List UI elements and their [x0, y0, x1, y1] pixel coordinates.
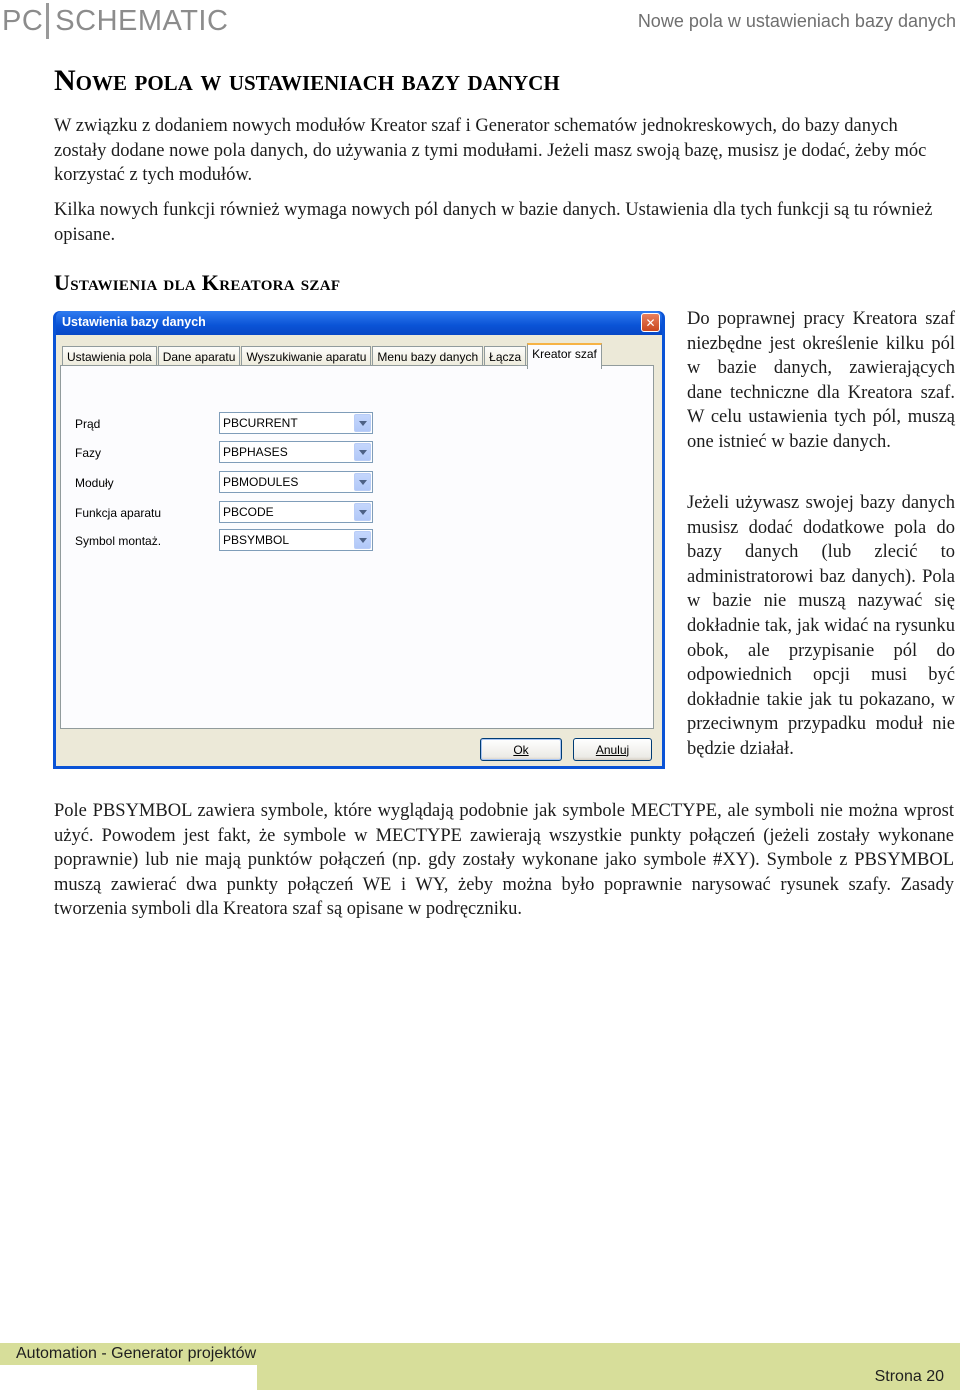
field-label-device-function: Funkcja aparatu: [75, 506, 162, 520]
field-label-current: Prąd: [75, 417, 101, 431]
combo-value: PBPHASES: [223, 445, 288, 459]
combo-value: PBMODULES: [223, 475, 299, 489]
page-number: Strona 20: [874, 1368, 944, 1385]
tab-database-menu[interactable]: Menu bazy danych: [372, 346, 483, 368]
side-paragraph-2: Jeżeli używasz swojej bazy danych musisz dodać dodatkowe pola do bazy danych (lub zlecić to administratorowi baz danych). Pola w bazie nie muszą nazywać się dokładnie tak, jak widać na rysunku obok, ale przypisanie pól do odpowiednich opcji musi być dokładnie takie jak tu pokazano, w przeciwnym przypadku moduł nie będzie działał.: [687, 493, 955, 759]
chevron-down-icon[interactable]: [354, 414, 371, 432]
logo-text-pc: PC: [2, 4, 44, 37]
field-label-modules: Moduły: [75, 476, 114, 490]
cancel-button-label: Anuluj: [595, 742, 630, 757]
field-label-phases: Fazy: [75, 446, 102, 460]
field-label-mount-symbol: Symbol montaż.: [75, 534, 162, 548]
dialog-title: Ustawienia bazy danych: [62, 315, 206, 329]
tab-device-data[interactable]: Dane aparatu: [158, 346, 241, 368]
combo-value: PBCURRENT: [223, 416, 298, 430]
cancel-button[interactable]: [573, 738, 652, 761]
section-heading: Ustawienia dla Kreatora szaf: [54, 270, 341, 295]
chevron-down-icon[interactable]: [354, 473, 371, 491]
dialog-titlebar[interactable]: [56, 311, 662, 335]
footer-title: Automation - Generator projektów: [16, 1345, 257, 1362]
ok-button-label: Ok: [513, 742, 529, 757]
tab-cabinet-wizard[interactable]: Kreator szaf: [527, 343, 602, 369]
database-settings-dialog: [53, 311, 665, 769]
chevron-down-icon[interactable]: [354, 531, 371, 549]
tab-device-search[interactable]: Wyszukiwanie aparatu: [241, 346, 371, 368]
footer-page-band: [257, 1365, 960, 1390]
combo-value: PBSYMBOL: [223, 533, 290, 547]
page-title: Nowe pola w ustawieniach bazy danych: [54, 64, 560, 97]
cabinet-wizard-panel: [60, 365, 654, 729]
combo-value: PBCODE: [223, 505, 274, 519]
ok-button[interactable]: [480, 738, 562, 761]
intro-paragraph-1: W związku z dodaniem nowych modułów Kreator szaf i Generator schematów jednokreskowych, do bazy danych zostały dodane nowe pola danych, do używania z tymi modułami. Jeżeli masz swoją bazę, musisz je dodać, żeby móc korzystać z tych modułów.: [54, 116, 927, 186]
mount-symbol-field-select[interactable]: [219, 529, 373, 551]
chevron-down-icon[interactable]: [354, 443, 371, 461]
phases-field-select[interactable]: [219, 441, 373, 463]
pcschematic-logo: [2, 3, 228, 39]
tab-field-settings[interactable]: Ustawienia pola: [62, 346, 157, 368]
logo-text-schematic: SCHEMATIC: [55, 4, 229, 37]
close-button[interactable]: [641, 313, 660, 332]
tab-links[interactable]: Łącza: [484, 346, 526, 368]
current-field-select[interactable]: [219, 412, 373, 434]
body-paragraph-pbsymbol: Pole PBSYMBOL zawiera symbole, które wyglądają podobnie jak symbole MECTYPE, ale symboli nie można wprost użyć. Powodem jest fakt, że symbole w MECTYPE zawierają wszystkie punkty połączeń (jeżeli zostały wykonane poprawnie) lub nie mają punktów połączeń (np. gdy zostały wykonane jako symbole #XY). Symbole z PBSYMBOL muszą zawierać dwa punkty połączeń WE i WY, żeby można było poprawnie narysować rysunek szafy. Zasady tworzenia symboli dla Kreatora szaf są opisane w podręczniku.: [54, 801, 954, 920]
header-section-title: Nowe pola w ustawieniach bazy danych: [637, 11, 956, 31]
dialog-client-area: [56, 335, 662, 766]
intro-paragraph-2: Kilka nowych funkcji również wymaga nowych pól danych w bazie danych. Ustawienia dla tych funkcji są tu również opisane.: [54, 200, 933, 245]
logo-separator: [46, 3, 49, 39]
close-icon: ✕: [645, 315, 656, 330]
side-paragraph-1: Do poprawnej pracy Kreatora szaf niezbędne jest określenie kilku pól w bazie danych, zawierających dane techniczne dla Kreatora szaf. W celu ustawienia tych pól, muszą one istnieć w bazie danych.: [687, 309, 955, 452]
device-function-field-select[interactable]: [219, 501, 373, 523]
chevron-down-icon[interactable]: [354, 503, 371, 521]
modules-field-select[interactable]: [219, 471, 373, 493]
